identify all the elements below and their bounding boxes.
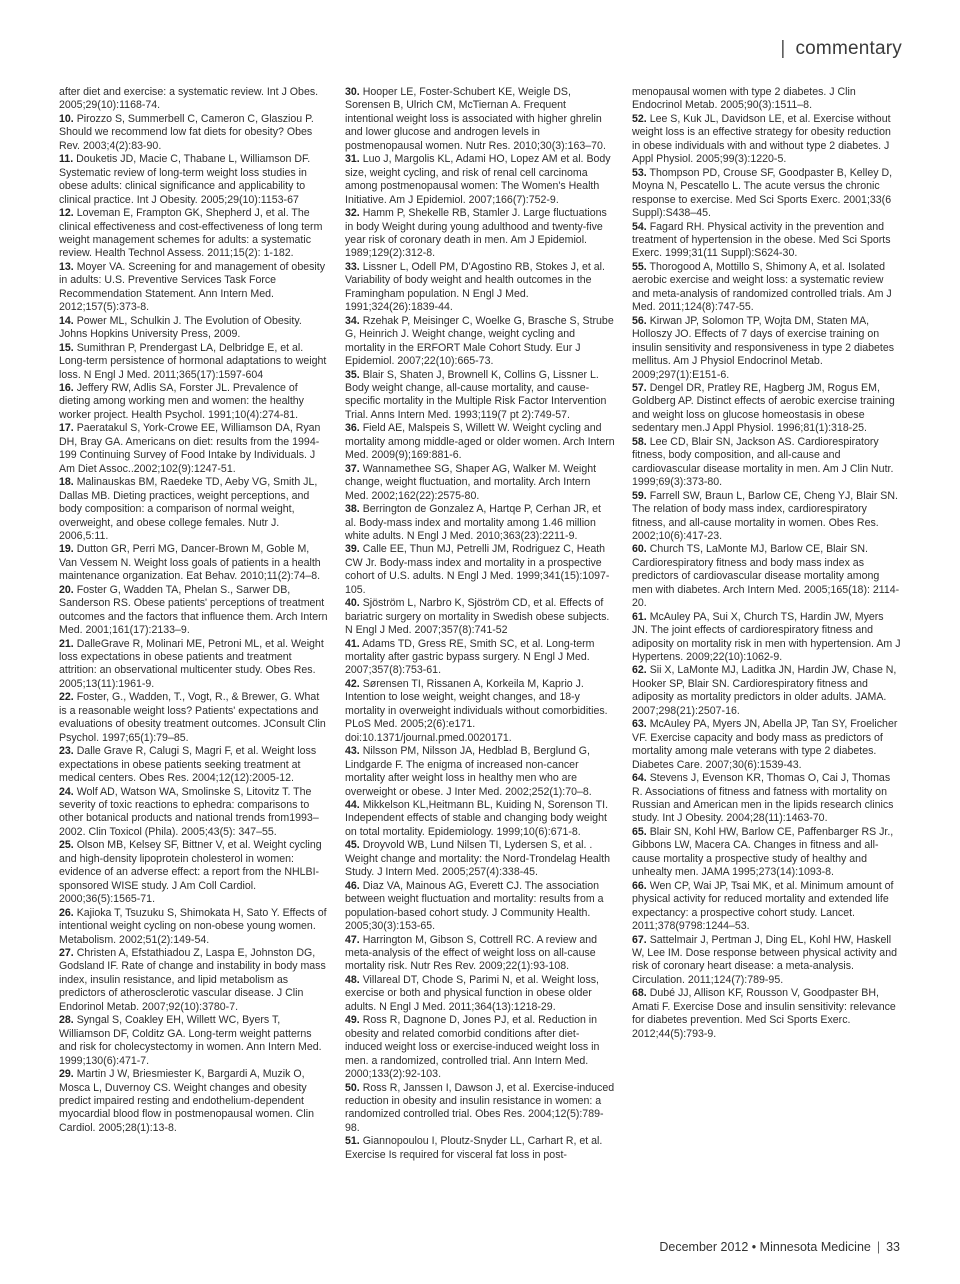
- reference-number: 62.: [632, 664, 647, 677]
- reference-text: Diaz VA, Mainous AG, Everett CJ. The association between weight fluctuation and mortality: results from a population-based cohort study. J Community Health. 2005;30(3):153-65.: [345, 879, 604, 933]
- reference-number: 16.: [59, 381, 74, 394]
- reference-text: McAuley PA, Myers JN, Abella JP, Tan SY, Froelicher VF. Exercise capacity and body mass as predictors of mortality among male veterans with type 2 diabetes. Diabetes Care. 2007;30(6):1539-43.: [632, 718, 898, 771]
- reference-item: [59, 947, 329, 1014]
- reference-text: Lee CD, Blair SN, Jackson AS. Cardiorespiratory fitness, body composition, and all-cause and cardiovascular disease mortality in men. Am J Clin Nutr. 1999;69(3):373-80.: [632, 435, 894, 489]
- reference-number: 21.: [59, 637, 74, 650]
- reference-item: [59, 691, 329, 745]
- reference-number: 52.: [632, 112, 647, 125]
- reference-number: 26.: [59, 906, 74, 919]
- reference-text: Moyer VA. Screening for and management of obesity in adults: U.S. Preventive Services Task Force Recommendation Statement. Ann Intern Med. 2012;157(5):373-8.: [59, 260, 325, 314]
- reference-item: [345, 86, 615, 153]
- reference-item: [59, 342, 329, 382]
- reference-text: Sii X, LaMonte MJ, Laditka JN, Hardin JW, Chase N, Hooker SP, Blair SN. Cardiorespiratory fitness and adiposity as mortality predictors in older adults. JAMA. 2007;298(21):2507-16.: [632, 664, 897, 717]
- reference-text: Stevens J, Evenson KR, Thomas O, Cai J, Thomas R. Associations of fitness and fatness with mortality on Russian and American men in the lipids research clinics study. Int J Obesity. 2004;28(11):1463-70.: [632, 772, 894, 825]
- reference-number: 43.: [345, 745, 360, 758]
- reference-number: 10.: [59, 112, 74, 125]
- reference-item: [345, 678, 615, 745]
- reference-item: [59, 584, 329, 638]
- reference-number: 45.: [345, 839, 360, 852]
- reference-number: 51.: [345, 1135, 360, 1148]
- reference-item: [59, 839, 329, 906]
- reference-number: 34.: [345, 314, 360, 327]
- reference-text: Kajioka T, Tsuzuku S, Shimokata H, Sato Y. Effects of intentional weight cycling on non-obese young women. Metabolism. 2002;51(2):149-54.: [59, 906, 327, 946]
- reference-item: [345, 597, 615, 637]
- reference-text: Dengel DR, Pratley RE, Hagberg JM, Rogus EM, Goldberg AP. Distinct effects of aerobic exercise training and weight loss on glucose homeostasis in obese sedentary men.J Appl Physiol. 1996;81(1):318-25.: [632, 381, 895, 435]
- reference-text: Church TS, LaMonte MJ, Barlow CE, Blair SN. Cardiorespiratory fitness and body mass index as predictors of cardiovascular disease mortality among men with diabetes. Arch Intern Med. 2005;165(18): 2114-20.: [632, 543, 900, 610]
- reference-text: Farrell SW, Braun L, Barlow CE, Cheng YJ, Blair SN. The relation of body mass index, cardiorespiratory fitness, and all-cause mortality in women. Obes Res. 2002;10(6):417-23.: [632, 489, 898, 542]
- reference-item: [345, 839, 615, 879]
- reference-text: Lissner L, Odell PM, D'Agostino RB, Stokes J, et al. Variability of body weight and health outcomes in the Framingham population. N Engl J Med. 1991;324(26):1839-44.: [345, 260, 605, 314]
- reference-item: [632, 718, 902, 772]
- reference-number: 22.: [59, 691, 74, 704]
- reference-text: Olson MB, Kelsey SF, Bittner V, et al. Weight cycling and high-density lipoprotein cholesterol in women: evidence of an adverse effect: a report from the NHLBI-sponsored WISE study. J Am Coll Cardiol. 2000;36(5):1565-71.: [59, 839, 322, 906]
- reference-item: [59, 382, 329, 422]
- reference-number: 20.: [59, 583, 74, 596]
- page-number: 33: [886, 1240, 900, 1254]
- reference-item: [59, 638, 329, 692]
- reference-text: Mikkelson KL,Heitmann BL, Kuiding N, Sorenson TI. Independent effects of stable and changing body weight on total mortality. Epidemiology. 1999;10(6):671-8.: [345, 799, 609, 838]
- reference-number: 64.: [632, 772, 647, 785]
- reference-text: Sattelmair J, Pertman J, Ding EL, Kohl HW, Haskell W, Lee IM. Dose response between physical activity and risk of coronary heart disease: a meta-analysis. Circulation. 2011;124(7):789-95.: [632, 933, 897, 986]
- page-header: [780, 38, 902, 60]
- reference-number: 44.: [345, 799, 360, 812]
- reference-number: 14.: [59, 314, 74, 327]
- reference-column-3: [632, 86, 902, 1041]
- reference-item: [345, 799, 615, 839]
- reference-text: Hooper LE, Foster-Schubert KE, Weigle DS, Sorensen B, Ulrich CM, McTiernan A. Frequent intentional weight loss is associated with higher ghrelin and lower glucose and androgen levels in postmenopausal women. Nutr Res. 2010;30(3):163–70.: [345, 86, 606, 152]
- reference-item: [632, 221, 902, 261]
- reference-number: 59.: [632, 489, 647, 502]
- reference-item: [632, 167, 902, 221]
- reference-number: 15.: [59, 341, 74, 354]
- reference-text: Wolf AD, Watson WA, Smolinske S, Litovitz T. The severity of toxic reactions to ephedra: comparisons to other botanical products and national trends from1993–2002. Clin Toxicol (Phila). 2005;43(5): 347–55.: [59, 785, 319, 838]
- reference-item: [345, 422, 615, 462]
- reference-number: 33.: [345, 260, 360, 273]
- reference-number: 61.: [632, 610, 647, 623]
- reference-item: [59, 315, 329, 342]
- reference-number: 66.: [632, 879, 647, 892]
- reference-item: [632, 826, 902, 880]
- reference-number: 47.: [345, 933, 360, 946]
- reference-item: [632, 315, 902, 382]
- reference-number: 13.: [59, 260, 74, 273]
- reference-item: [59, 907, 329, 947]
- header-divider: |: [780, 38, 786, 59]
- reference-number: 60.: [632, 543, 647, 556]
- reference-item: [345, 369, 615, 423]
- reference-text: Wannamethee SG, Shaper AG, Walker M. Weight change, weight fluctuation, and mortality. Arch Intern Med. 2002;162(22):2575-80.: [345, 462, 597, 502]
- reference-text: Berrington de Gonzalez A, Hartqe P, Cerhan JR, et al. Body-mass index and mortality among 1.46 million white adults. N Engl J Med. 2010;363(23):2211-9.: [345, 503, 601, 542]
- reference-text: Jeffery RW, Adlis SA, Forster JL. Prevalence of dieting among working men and women: the healthy worker project. Health Psychol. 1991;10(4):274-81.: [59, 381, 304, 421]
- reference-number: 42.: [345, 677, 360, 690]
- reference-item: [632, 880, 902, 934]
- issue-date: December 2012: [659, 1240, 749, 1254]
- reference-item: [632, 261, 902, 315]
- reference-number: 53.: [632, 166, 647, 179]
- journal-name: Minnesota Medicine: [759, 1240, 871, 1254]
- reference-text: after diet and exercise: a systematic review. Int J Obes. 2005;29(10):1168-74.: [59, 86, 319, 112]
- reference-text: Fagard RH. Physical activity in the prevention and treatment of hypertension in the obese. Med Sci Sports Exerc. 1999;31(11 Suppl):S624-30.: [632, 220, 891, 260]
- reference-item: [632, 934, 902, 988]
- reference-text: Sørensen TI, Rissanen A, Korkeila M, Kaprio J. Intention to lose weight, weight changes, and 18-y mortality in overweight individuals without comorbidities. PLoS Med. 2005;2(6):e171. doi:10.1371/journal.pmed.0020171.: [345, 677, 608, 744]
- reference-number: 36.: [345, 422, 360, 435]
- reference-number: 48.: [345, 973, 360, 986]
- reference-number: 68.: [632, 987, 647, 1000]
- reference-text: Droyvold WB, Lund Nilsen TI, Lydersen S, et al. . Weight change and mortality: the Nord-Trondelag Health Study. J Intern Med. 2005;257(4):338-45.: [345, 839, 610, 879]
- reference-column-1: [59, 86, 329, 1135]
- reference-number: 27.: [59, 947, 74, 959]
- reference-number: 58.: [632, 435, 647, 448]
- reference-number: 55.: [632, 260, 647, 273]
- footer-separator: |: [876, 1240, 881, 1254]
- reference-number: 39.: [345, 543, 360, 556]
- reference-item: [345, 503, 615, 543]
- reference-item: [632, 86, 902, 113]
- reference-item: [632, 772, 902, 826]
- reference-number: 49.: [345, 1014, 360, 1027]
- reference-number: 67.: [632, 933, 647, 946]
- reference-item: [59, 1068, 329, 1135]
- footer-bullet: •: [751, 1240, 757, 1254]
- reference-item: [59, 153, 329, 207]
- reference-item: [59, 86, 329, 113]
- reference-item: [632, 113, 902, 167]
- reference-text: Hamm P, Shekelle RB, Stamler J. Large fluctuations in body Weight during young adulthood and twenty-five year risk of coronary death in men. Am J Epidemiol. 1989;129(2):312-8.: [345, 207, 607, 260]
- reference-text: McAuley PA, Sui X, Church TS, Hardin JW, Myers JN. The joint effects of cardiorespiratory fitness and adiposity on mortality risk in men with hypertension. Am J Hypertens. 2009;22(10):1062-9.: [632, 610, 901, 664]
- reference-number: 41.: [345, 637, 360, 650]
- reference-text: Christen A, Efstathiadou Z, Laspa E, Johnston DG, Godsland IF. Rate of change and instability in body mass index, insulin resistance, and lipid metabolism as predictors of atherosclerotic vascular disease. J Clin Endorinol Metab. 2007;92(10):3780-7.: [59, 947, 326, 1013]
- reference-item: [345, 1082, 615, 1136]
- reference-number: 12.: [59, 207, 74, 220]
- reference-number: 30.: [345, 86, 360, 98]
- reference-item: [632, 382, 902, 436]
- reference-item: [59, 476, 329, 543]
- reference-number: 57.: [632, 381, 647, 394]
- reference-text: Nilsson PM, Nilsson JA, Hedblad B, Berglund G, Lindgarde F. The enigma of increased non-cancer mortality after weight loss in healthy men who are overweight or obese. J Inter Med. 2002;252(1):70–8.: [345, 745, 592, 798]
- reference-item: [59, 543, 329, 583]
- reference-item: [59, 113, 329, 153]
- reference-text: Calle EE, Thun MJ, Petrelli JM, Rodriguez C, Heath CW Jr. Body-mass index and mortality in a prospective cohort of U.S. adults. N Engl J Med. 1999;341(15):1097-105.: [345, 543, 610, 596]
- reference-item: [632, 664, 902, 718]
- reference-number: 32.: [345, 207, 360, 220]
- reference-number: 28.: [59, 1014, 74, 1027]
- reference-text: Loveman E, Frampton GK, Shepherd J, et al. The clinical effectiveness and cost-effectiveness of long term weight management schemes for adults: a systematic review. Health Technol Assess. 2011;15(2): 1-182.: [59, 207, 323, 260]
- reference-number: 19.: [59, 543, 74, 556]
- reference-item: [59, 745, 329, 785]
- reference-number: 65.: [632, 825, 647, 838]
- reference-item: [345, 638, 615, 678]
- reference-text: Ross R, Janssen I, Dawson J, et al. Exercise-induced reduction in obesity and insulin resistance in women: a randomized controlled trial. Obes Res. 2004;12(5):789-98.: [345, 1081, 615, 1134]
- reference-item: [345, 974, 615, 1014]
- reference-item: [632, 543, 902, 610]
- reference-column-2: [345, 86, 615, 1162]
- reference-text: Harrington M, Gibson S, Cottrell RC. A review and meta-analysis of the effect of weight loss on all-cause mortality risk. Nutr Res Rev. 2009;22(1):93-108.: [345, 933, 598, 973]
- reference-text: Dalle Grave R, Calugi S, Magri F, et al. Weight loss expectations in obese patients seeking treatment at medical centers. Obes Res. 2004;12(12):2005-12.: [59, 745, 317, 785]
- reference-item: [59, 261, 329, 315]
- reference-text: Paeratakul S, York-Crowe EE, Williamson DA, Ryan DH, Bray GA. Americans on diet: results from the 1994-199 Continuing Survey of Food Intake by Individuals. J Am Diet Assoc..2002;102(9):1247-51.: [59, 422, 321, 475]
- reference-number: 18.: [59, 476, 74, 489]
- reference-text: Adams TD, Gress RE, Smith SC, et al. Long-term mortality after gastric bypass surgery. N Engl J Med. 2007;357(8):753-61.: [345, 637, 595, 677]
- reference-number: 40.: [345, 597, 360, 610]
- reference-text: menopausal women with type 2 diabetes. J Clin Endocrinol Metab. 2005;90(3):1511–8.: [632, 86, 856, 112]
- reference-item: [345, 153, 615, 207]
- reference-text: Dubé JJ, Allison KF, Rousson V, Goodpaster BH, Amati F. Exercise Dose and insulin sensitivity: relevance for diabetes prevention. Med Sci Sports Exerc. 2012;44(5):793-9.: [632, 987, 896, 1040]
- reference-text: Blair SN, Kohl HW, Barlow CE, Paffenbarger RS Jr., Gibbons LW, Macera CA. Changes in fitness and all-cause mortality a prospective study of healthy and unhealty men. JAMA 1995;273(14):1093-8.: [632, 825, 894, 879]
- reference-text: Dutton GR, Perri MG, Dancer-Brown M, Goble M, Van Vessem N. Weight loss goals of patients in a health maintenance organization. Eat Behav. 2010;11(2):74–8.: [59, 543, 321, 583]
- reference-item: [632, 987, 902, 1041]
- reference-item: [345, 880, 615, 934]
- reference-item: [59, 207, 329, 261]
- page-footer: [659, 1240, 900, 1254]
- reference-text: Martin J W, Briesmiester K, Bargardi A, Muzik O, Mosca L, Duvernoy CS. Weight changes and obesity predict impaired resting and endothelium-dependent myocardial blood flow in postmenopausal women. Clin Cardiol. 2005;28(1):13-8.: [59, 1068, 314, 1134]
- reference-text: Ross R, Dagnone D, Jones PJ, et al. Reduction in obesity and related comorbid conditions after diet-induced weight loss or exercise-induced weight loss in men. a randomized, controlled trial. Ann Intern Med. 2000;133(2):92-103.: [345, 1014, 600, 1081]
- reference-text: Syngal S, Coakley EH, Willett WC, Byers T, Williamson DF, Colditz GA. Long-term weight patterns and risk for cholecystectomy in women. Ann Intern Med. 1999;130(6):471-7.: [59, 1014, 322, 1067]
- reference-text: DalleGrave R, Molinari ME, Petroni ML, et al. Weight loss expectations in obese patients and treatment attrition: an observational multicenter study. Obes Res. 2005;13(11):1961-9.: [59, 637, 324, 690]
- reference-number: 23.: [59, 745, 74, 758]
- reference-text: Field AE, Malspeis S, Willett W. Weight cycling and mortality among middle-aged or older women. Arch Intern Med. 2009(9);169:881-6.: [345, 422, 615, 462]
- reference-text: Thorogood A, Mottillo S, Shimony A, et al. Isolated aerobic exercise and weight loss: a systematic review and meta-analysis of randomized controlled trials. Am J Med. 2011;124(8):747-55.: [632, 260, 892, 314]
- reference-item: [345, 463, 615, 503]
- reference-number: 54.: [632, 220, 647, 233]
- reference-text: Giannopoulou I, Ploutz-Snyder LL, Carhart R, et al. Exercise Is required for visceral fat loss in post-: [345, 1135, 603, 1161]
- reference-number: 63.: [632, 718, 647, 731]
- reference-item: [345, 1014, 615, 1081]
- reference-text: Wen CP, Wai JP, Tsai MK, et al. Minimum amount of physical activity for reduced mortality and extended life expectancy: a prospective cohort study. Lancet. 2011;378(9798:1244–53.: [632, 879, 894, 933]
- reference-text: Foster G, Wadden TA, Phelan S., Sarwer DB, Sanderson RS. Obese patients' perceptions of treatment outcomes and the factors that influence them. Arch Intern Med. 2001;161(17):2133–9.: [59, 583, 328, 637]
- reference-text: Lee S, Kuk JL, Davidson LE, et al. Exercise without weight loss is an effective strategy for obesity reduction in obese individuals with and without type 2 diabetes. J Appl Physiol. 2005;99(3):1220-5.: [632, 112, 891, 166]
- reference-text: Blair S, Shaten J, Brownell K, Collins G, Lissner L. Body weight change, all-cause mortality, and cause-specific mortality in the Multiple Risk Factor Intervention Trial. Anns Intern Med. 1993;119(7 pt 2):749-57.: [345, 368, 607, 421]
- reference-item: [59, 422, 329, 476]
- section-title: commentary: [795, 38, 902, 59]
- reference-number: 31.: [345, 153, 360, 166]
- reference-number: 46.: [345, 879, 360, 892]
- reference-item: [59, 786, 329, 840]
- reference-item: [632, 436, 902, 490]
- reference-item: [345, 934, 615, 974]
- reference-item: [345, 315, 615, 369]
- reference-number: 37.: [345, 462, 360, 475]
- reference-item: [345, 207, 615, 261]
- reference-number: 25.: [59, 839, 74, 852]
- reference-item: [345, 745, 615, 799]
- reference-text: Thompson PD, Crouse SF, Goodpaster B, Kelley D, Moyna N, Pescatello L. The acute versus the chronic response to exercise. Med Sci Sports Exerc. 2001;33(6 Suppl):S438–45.: [632, 166, 893, 220]
- reference-number: 11.: [59, 153, 74, 166]
- reference-item: [345, 1135, 615, 1162]
- reference-number: 38.: [345, 503, 360, 516]
- reference-number: 35.: [345, 368, 360, 381]
- reference-item: [632, 611, 902, 665]
- reference-text: Villareal DT, Chode S, Parimi N, et al. Weight loss, exercise or both and physical function in obese older adults. N Engl J Med. 2011;364(13):1218-29.: [345, 973, 599, 1013]
- reference-text: Foster, G., Wadden, T., Vogt, R., & Brewer, G. What is a reasonable weight loss? Patients' expectations and evaluations of obesity treatment outcomes. JConsult Clin Psychol. 1997;65(1):79–85.: [59, 691, 326, 744]
- reference-number: 24.: [59, 785, 74, 798]
- reference-number: 29.: [59, 1068, 74, 1081]
- reference-text: Malinauskas BM, Raedeke TD, Aeby VG, Smith JL, Dallas MB. Dieting practices, weight perceptions, and body composition: a comparison of normal weight, overweight, and obese college females. Nutr J. 2006,5:11.: [59, 476, 318, 542]
- reference-text: Power ML, Schulkin J. The Evolution of Obesity. Johns Hopkins University Press, 2009.: [59, 314, 302, 341]
- reference-text: Sumithran P, Prendergast LA, Delbridge E, et al. Long-term persistence of hormonal adaptations to weight loss. N Engl J Med. 2011;365(17):1597-604: [59, 341, 327, 381]
- reference-text: Sjöström L, Narbro K, Sjöström CD, et al. Effects of bariatric surgery on mortality in Swedish obese subjects. N Engl J Med. 2007;357(8):741-52: [345, 597, 610, 637]
- reference-text: Douketis JD, Macie C, Thabane L, Williamson DF. Systematic review of long-term weight loss studies in obese adults: clinical significance and applicability to clinical practice. Int J Obesity. 2005;29(10):1153-67: [59, 153, 311, 206]
- reference-item: [632, 490, 902, 544]
- reference-text: Pirozzo S, Summerbell C, Cameron C, Glasziou P. Should we recommend low fat diets for obesity? Obes Rev. 2003;4(2):83-90.: [59, 112, 314, 152]
- reference-text: Kirwan JP, Solomon TP, Wojta DM, Staten MA, Holloszy JO. Effects of 7 days of exercise training on insulin sensitivity and responsiveness in type 2 diabetes mellitus. Am J Physiol Endocrinol Metab. 2009;297(1):E151-6.: [632, 314, 895, 381]
- reference-text: Rzehak P, Meisinger C, Woelke G, Brasche S, Strube G, Heinrich J. Weight change, weight cycling and mortality in the ERFORT Male Cohort Study. Eur J Epidemiol. 2007;22(10):665-73.: [345, 314, 614, 368]
- reference-number: 56.: [632, 314, 647, 327]
- reference-item: [345, 261, 615, 315]
- reference-text: Luo J, Margolis KL, Adami HO, Lopez AM et al. Body size, weight cycling, and risk of renal cell carcinoma among postmenopausal women: The Women's Health Initiative. Am J Epidemiol. 2007;166(7):752-9.: [345, 153, 611, 206]
- reference-number: 17.: [59, 422, 74, 435]
- reference-item: [345, 543, 615, 597]
- reference-number: 50.: [345, 1081, 360, 1094]
- reference-item: [59, 1014, 329, 1068]
